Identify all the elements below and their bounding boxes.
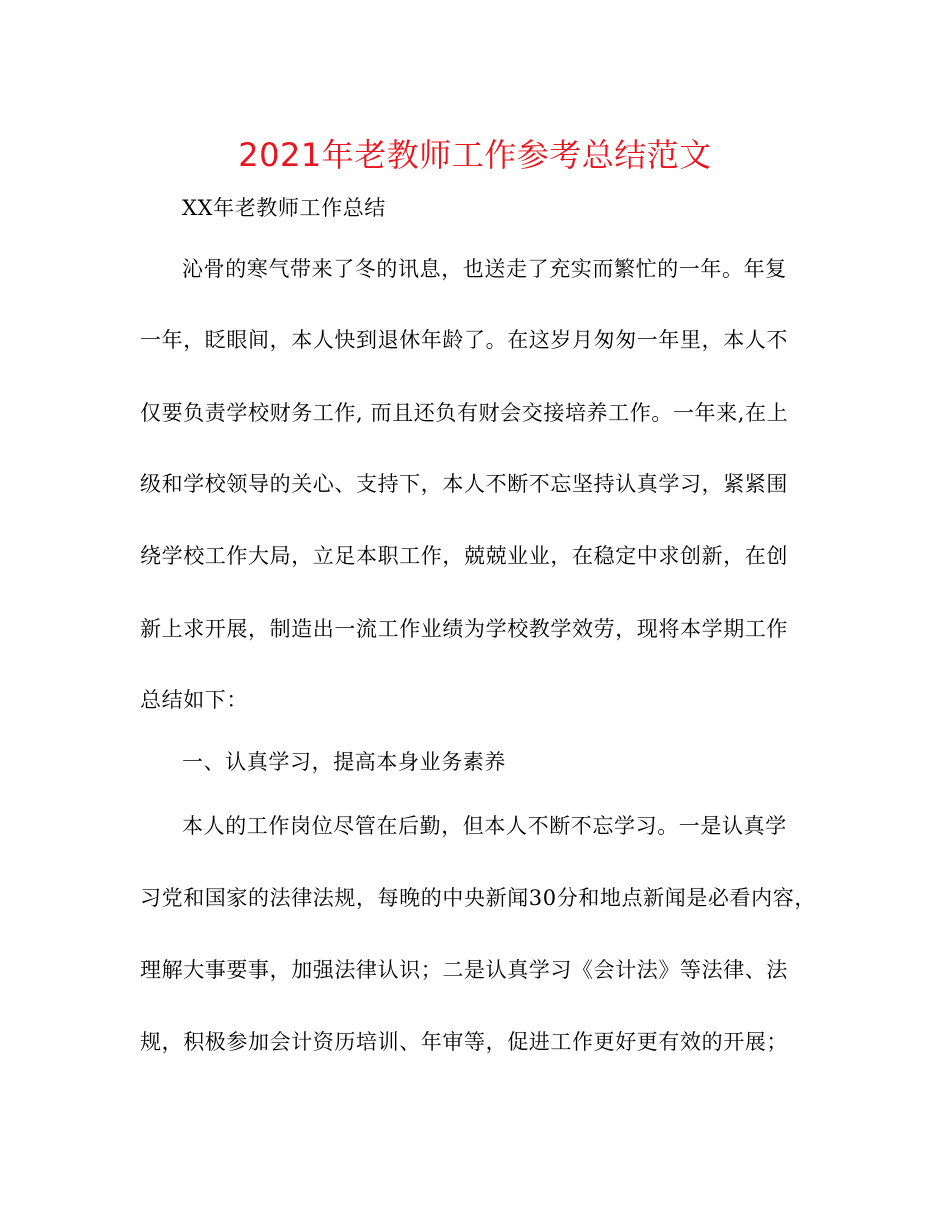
paragraph-line: 习党和国家的法律法规，每晚的中央新闻30分和地点新闻是必看内容，: [140, 886, 816, 910]
document-title: 2021年老教师工作参考总结范文: [238, 136, 712, 174]
paragraph-line: 一年，眨眼间，本人快到退休年龄了。在这岁月匆匆一年里，本人不: [140, 328, 788, 352]
paragraph-line: 新上求开展，制造出一流工作业绩为学校教学效劳，现将本学期工作: [140, 617, 788, 641]
paragraph-line: 级和学校领导的关心、支持下，本人不断不忘坚持认真学习，紧紧围: [140, 472, 788, 496]
paragraph-line: 理解大事要事，加强法律认识；二是认真学习《会计法》等法律、法: [140, 958, 788, 982]
paragraph-line: 本人的工作岗位尽管在后勤，但本人不断不忘学习。一是认真学: [182, 814, 787, 838]
section-heading: 一、认真学习，提高本身业务素养: [182, 750, 506, 774]
subtitle-line: XX年老教师工作总结: [182, 196, 386, 220]
paragraph-line: 沁骨的寒气带来了冬的讯息，也送走了充实而繁忙的一年。年复: [182, 257, 787, 281]
paragraph-line: 总结如下：: [140, 688, 248, 712]
paragraph-line: 绕学校工作大局，立足本职工作，兢兢业业，在稳定中求创新，在创: [140, 544, 788, 568]
paragraph-line: 规，积极参加会计资历培训、年审等，促进工作更好更有效的开展；: [140, 1030, 788, 1054]
paragraph-line: 仅要负责学校财务工作, 而且还负有财会交接培养工作。一年来,在上: [140, 401, 789, 425]
